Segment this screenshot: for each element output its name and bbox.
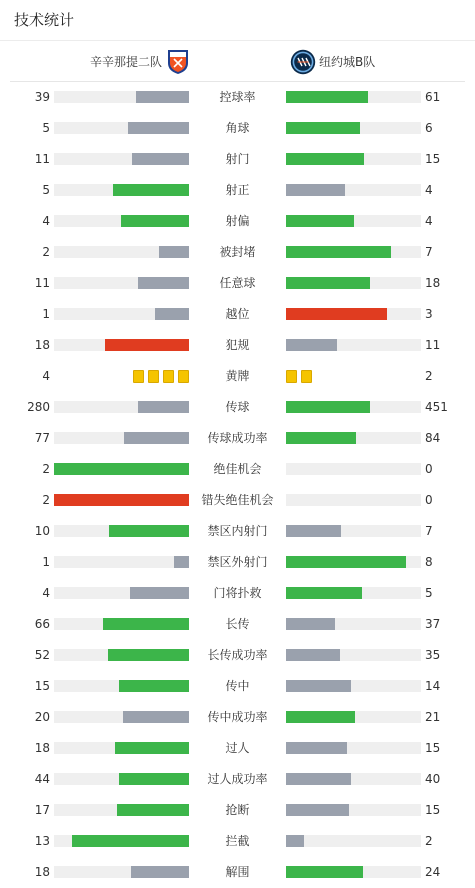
stat-label: 犯规 <box>225 338 250 352</box>
away-stat-bar <box>286 587 362 599</box>
home-stat-bar-track <box>54 153 189 165</box>
away-stat-value: 15 <box>425 152 441 166</box>
stat-row <box>0 206 475 237</box>
home-stat-value: 5 <box>42 121 50 135</box>
home-stat-value: 11 <box>34 152 50 166</box>
away-stat-bar-track <box>286 866 421 878</box>
home-stat-bar <box>119 680 189 692</box>
home-stat-bar <box>115 742 189 754</box>
home-stat-value: 280 <box>27 400 50 414</box>
home-stat-bar-track <box>54 277 189 289</box>
stat-row <box>0 857 475 888</box>
stat-label: 传中 <box>225 679 250 693</box>
away-team-name: 纽约城B队 <box>319 55 376 69</box>
away-stat-bar <box>286 773 351 785</box>
away-stat-bar-track <box>286 835 421 847</box>
stat-row <box>0 330 475 361</box>
home-stat-bar <box>72 835 189 847</box>
home-stat-value: 1 <box>42 307 50 321</box>
stat-label: 长传成功率 <box>207 648 268 662</box>
away-stat-bar-track <box>286 463 421 475</box>
home-stat-value: 77 <box>34 431 50 445</box>
home-stat-bar <box>128 122 189 134</box>
away-stat-bar <box>286 246 391 258</box>
home-stat-bar <box>136 91 189 103</box>
away-stat-value: 451 <box>425 400 448 414</box>
stat-label: 角球 <box>225 121 250 135</box>
home-stat-bar <box>54 494 189 506</box>
away-stat-bar-track <box>286 246 421 258</box>
home-stat-bar <box>117 804 189 816</box>
home-stat-bar <box>119 773 189 785</box>
home-stat-value: 66 <box>34 617 50 631</box>
home-stat-value: 10 <box>34 524 50 538</box>
away-stat-bar-track <box>286 432 421 444</box>
stat-row <box>0 454 475 485</box>
away-stat-value: 3 <box>425 307 433 321</box>
nycfc-crest-icon <box>290 49 316 75</box>
home-stat-value: 2 <box>42 462 50 476</box>
home-stat-bar-track <box>54 680 189 692</box>
home-stat-bar <box>124 432 189 444</box>
stat-label: 控球率 <box>219 90 256 104</box>
home-stat-bar-track <box>54 308 189 320</box>
stat-row <box>0 826 475 857</box>
home-stat-bar <box>131 866 189 878</box>
home-stat-value: 11 <box>34 276 50 290</box>
stat-label: 门将扑救 <box>213 586 262 600</box>
home-stat-value: 4 <box>42 369 50 383</box>
home-team-name: 辛辛那提二队 <box>89 55 162 69</box>
away-stat-value: 15 <box>425 803 441 817</box>
stat-row <box>0 392 475 423</box>
teams-header <box>0 48 475 76</box>
home-stat-bar <box>109 525 189 537</box>
stat-row <box>0 299 475 330</box>
yellow-card-icon <box>286 370 297 383</box>
home-stat-value: 1 <box>42 555 50 569</box>
home-stat-bar <box>130 587 189 599</box>
stat-label: 过人成功率 <box>207 772 268 786</box>
away-stat-value: 84 <box>425 431 441 445</box>
away-stat-bar <box>286 432 356 444</box>
away-stat-bar-track <box>286 184 421 196</box>
home-stat-bar-track <box>54 742 189 754</box>
yellow-card-icon <box>133 370 144 383</box>
home-stat-bar <box>103 618 189 630</box>
stat-label: 绝佳机会 <box>213 462 262 476</box>
home-stat-bar-track <box>54 804 189 816</box>
stat-row <box>0 423 475 454</box>
away-stat-bar-track <box>286 556 421 568</box>
away-yellow-cards <box>286 370 312 383</box>
home-stat-value: 18 <box>34 865 50 879</box>
away-stat-bar <box>286 742 347 754</box>
away-stat-value: 14 <box>425 679 441 693</box>
home-stat-bar-track <box>54 711 189 723</box>
away-stat-value: 0 <box>425 462 433 476</box>
away-stat-bar-track <box>286 277 421 289</box>
home-stat-value: 15 <box>34 679 50 693</box>
home-stat-bar-track <box>54 432 189 444</box>
yellow-card-icon <box>301 370 312 383</box>
away-stat-value: 18 <box>425 276 441 290</box>
stat-row <box>0 547 475 578</box>
stat-label: 拦截 <box>225 834 250 848</box>
stat-label: 黄牌 <box>225 369 250 383</box>
away-stat-value: 6 <box>425 121 433 135</box>
stat-row <box>0 113 475 144</box>
stat-label: 禁区内射门 <box>207 524 268 538</box>
home-stat-bar <box>155 308 189 320</box>
stat-label: 越位 <box>225 307 250 321</box>
stat-label: 传球成功率 <box>207 431 268 445</box>
home-stat-bar-track <box>54 246 189 258</box>
home-stat-bar <box>123 711 189 723</box>
away-stat-bar-track <box>286 618 421 630</box>
fc-cincinnati-crest-icon <box>166 49 190 75</box>
home-stat-bar-track <box>54 494 189 506</box>
home-stat-bar-track <box>54 587 189 599</box>
home-stat-bar <box>174 556 189 568</box>
home-stat-value: 2 <box>42 493 50 507</box>
away-stat-value: 7 <box>425 524 433 538</box>
stat-row <box>0 82 475 113</box>
title-divider <box>0 40 475 41</box>
stat-row <box>0 795 475 826</box>
away-stat-bar-track <box>286 773 421 785</box>
away-stat-bar-track <box>286 122 421 134</box>
away-stat-bar-track <box>286 308 421 320</box>
stat-label: 抢断 <box>225 803 250 817</box>
home-stat-bar-track <box>54 866 189 878</box>
stat-label: 传中成功率 <box>207 710 268 724</box>
stat-label: 过人 <box>225 741 250 755</box>
stat-row <box>0 516 475 547</box>
home-stat-bar-track <box>54 649 189 661</box>
away-stat-bar <box>286 339 337 351</box>
away-stat-bar-track <box>286 587 421 599</box>
stat-row <box>0 609 475 640</box>
away-stat-bar <box>286 184 345 196</box>
away-stat-value: 40 <box>425 772 441 786</box>
stat-label: 射正 <box>225 183 250 197</box>
away-stat-value: 2 <box>425 834 433 848</box>
home-stat-value: 39 <box>34 90 50 104</box>
stat-label: 长传 <box>225 617 250 631</box>
home-stat-bar <box>121 215 189 227</box>
home-stat-value: 18 <box>34 741 50 755</box>
away-stat-value: 21 <box>425 710 441 724</box>
home-yellow-cards <box>133 370 189 383</box>
away-team[interactable] <box>290 48 375 76</box>
away-stat-bar-track <box>286 215 421 227</box>
stat-row <box>0 175 475 206</box>
away-stat-bar <box>286 91 368 103</box>
away-stat-bar <box>286 649 340 661</box>
stat-label: 射偏 <box>225 214 250 228</box>
home-stat-value: 20 <box>34 710 50 724</box>
home-stat-bar <box>54 463 189 475</box>
away-stat-value: 7 <box>425 245 433 259</box>
away-stat-value: 4 <box>425 214 433 228</box>
away-stat-bar <box>286 804 349 816</box>
stat-row <box>0 268 475 299</box>
home-stat-bar <box>132 153 189 165</box>
away-stat-bar <box>286 525 341 537</box>
away-stat-bar-track <box>286 711 421 723</box>
home-stat-value: 17 <box>34 803 50 817</box>
home-stat-value: 2 <box>42 245 50 259</box>
home-stat-bar-track <box>54 525 189 537</box>
away-stat-bar-track <box>286 153 421 165</box>
yellow-card-icon <box>163 370 174 383</box>
home-stat-bar-track <box>54 463 189 475</box>
home-stat-bar-track <box>54 401 189 413</box>
home-stat-bar-track <box>54 339 189 351</box>
home-stat-bar-track <box>54 184 189 196</box>
stat-row <box>0 361 475 392</box>
stat-row <box>0 485 475 516</box>
home-stat-value: 13 <box>34 834 50 848</box>
stat-row <box>0 764 475 795</box>
away-stat-bar <box>286 277 370 289</box>
away-stat-bar <box>286 308 387 320</box>
away-stat-value: 0 <box>425 493 433 507</box>
stat-label: 被封堵 <box>219 245 256 259</box>
away-stat-bar-track <box>286 401 421 413</box>
away-stat-bar-track <box>286 494 421 506</box>
stat-row <box>0 144 475 175</box>
home-stat-value: 52 <box>34 648 50 662</box>
home-stat-value: 5 <box>42 183 50 197</box>
stat-row <box>0 578 475 609</box>
away-stat-bar <box>286 711 355 723</box>
stat-label: 任意球 <box>219 276 256 290</box>
stat-label: 解围 <box>225 865 250 879</box>
away-stat-bar <box>286 556 406 568</box>
away-stat-value: 24 <box>425 865 441 879</box>
away-stat-value: 15 <box>425 741 441 755</box>
home-stat-bar-track <box>54 556 189 568</box>
stat-label: 传球 <box>225 400 250 414</box>
stat-label: 射门 <box>225 152 250 166</box>
away-stat-bar <box>286 215 354 227</box>
yellow-card-icon <box>178 370 189 383</box>
home-stat-value: 4 <box>42 214 50 228</box>
stat-label: 错失绝佳机会 <box>201 493 274 507</box>
away-stat-bar-track <box>286 804 421 816</box>
home-stat-bar <box>138 277 189 289</box>
away-stat-bar-track <box>286 525 421 537</box>
home-stat-bar <box>108 649 189 661</box>
away-stat-bar-track <box>286 91 421 103</box>
home-stat-bar-track <box>54 91 189 103</box>
home-stat-bar-track <box>54 618 189 630</box>
away-stat-value: 37 <box>425 617 441 631</box>
stat-row <box>0 702 475 733</box>
away-stat-bar <box>286 401 370 413</box>
away-stat-value: 4 <box>425 183 433 197</box>
home-stat-bar-track <box>54 215 189 227</box>
home-stat-bar <box>138 401 189 413</box>
away-stat-value: 61 <box>425 90 441 104</box>
stat-row <box>0 733 475 764</box>
away-stat-bar <box>286 835 304 847</box>
home-stat-bar-track <box>54 122 189 134</box>
stat-label: 禁区外射门 <box>207 555 268 569</box>
home-stat-value: 4 <box>42 586 50 600</box>
page-title: 技术统计 <box>14 11 75 29</box>
away-stat-value: 5 <box>425 586 433 600</box>
away-stat-bar-track <box>286 339 421 351</box>
stat-row <box>0 640 475 671</box>
away-stat-bar <box>286 122 360 134</box>
home-stat-bar-track <box>54 835 189 847</box>
home-stat-bar <box>159 246 189 258</box>
stats-list <box>0 82 475 888</box>
stat-row <box>0 671 475 702</box>
away-stat-value: 35 <box>425 648 441 662</box>
home-stat-bar <box>113 184 189 196</box>
away-stat-bar <box>286 153 364 165</box>
home-team[interactable] <box>90 48 190 76</box>
away-stat-value: 8 <box>425 555 433 569</box>
away-stat-bar-track <box>286 649 421 661</box>
stat-row <box>0 237 475 268</box>
away-stat-bar-track <box>286 742 421 754</box>
yellow-card-icon <box>148 370 159 383</box>
away-stat-value: 2 <box>425 369 433 383</box>
home-stat-value: 18 <box>34 338 50 352</box>
away-stat-bar <box>286 866 363 878</box>
away-stat-value: 11 <box>425 338 441 352</box>
home-stat-value: 44 <box>34 772 50 786</box>
away-stat-bar <box>286 680 351 692</box>
home-stat-bar <box>105 339 189 351</box>
away-stat-bar <box>286 618 335 630</box>
home-stat-bar-track <box>54 773 189 785</box>
away-stat-bar-track <box>286 680 421 692</box>
